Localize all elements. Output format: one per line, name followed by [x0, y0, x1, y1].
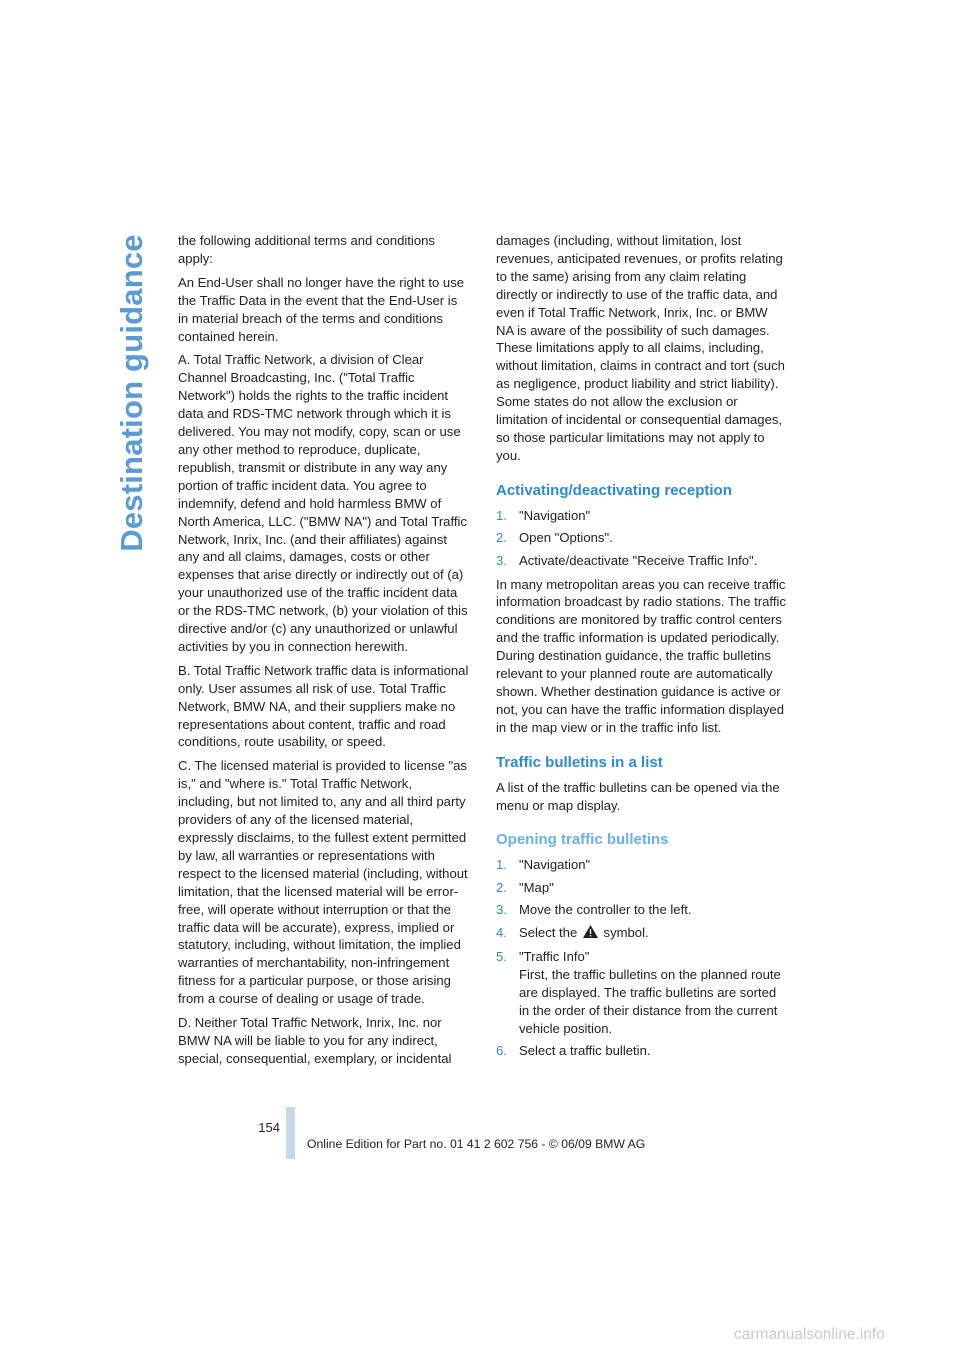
step-number: 1. [496, 507, 507, 523]
list-item [496, 948, 788, 1038]
right-column [496, 232, 788, 1066]
step-text: symbol. [603, 924, 649, 940]
step-text: Open "Options". [519, 530, 613, 546]
list-item [496, 924, 788, 944]
step-text: Select a traffic bulletin. [519, 1043, 651, 1059]
chapter-title-text: Destination guidance [114, 234, 149, 552]
steps-list-reception [496, 507, 788, 570]
page-number: 154 [258, 1120, 280, 1135]
watermark: carmanualsonline.info [734, 1326, 885, 1343]
step-text: "Traffic Info" [519, 949, 590, 965]
section-heading-reception: Activating/deactivating reception [496, 481, 732, 499]
list-item [496, 901, 788, 919]
list-item [496, 1042, 788, 1060]
step-number: 1. [496, 857, 507, 873]
step-number: 3. [496, 902, 507, 918]
list-item [496, 552, 788, 570]
paragraph: D. Neither Total Traffic Network, Inrix, Inc. nor BMW NA will be liable to you for any indirect, special, consequential, exemplary, or incidental [178, 1015, 452, 1066]
step-number: 4. [496, 924, 507, 940]
step-number: 2. [496, 879, 507, 895]
step-number: 5. [496, 949, 507, 965]
warning-triangle-icon [582, 924, 599, 944]
paragraph: damages (including, without limitation, lost revenues, anticipated revenues, or profits relating to the same) arising from any claim relating directly or indirectly to use of the traffic data, and even if Total Traffic Network, Inrix, Inc. or BMW NA is aware of the possibility of such damages. These limitations apply to all claims, including, without limitation, claims in contract and tort (such as negligence, product liability and strict liability). Some states do not allow the exclusion or limitation of incidental or consequential damages, so those particular limitations may not apply to you. [496, 233, 785, 463]
paragraph: A. Total Traffic Network, a division of Clear Channel Broadcasting, Inc. ("Total Traffic Network") holds the rights to the traffic incident data and RDS-TMC network through which it is delivered. You may not modify, copy, scan or use any other method to reproduce, duplicate, republish, transmit or distribute in any way any portion of traffic incident data. You agree to indemnify, defend and hold harmless BMW of North America, LLC. ("BMW NA") and Total Traffic Network, Inrix, Inc. (and their affiliates) against any and all claims, damages, costs or other expenses that arise directly or indirectly out of (a) your unauthorized use of the traffic incident data or the RDS-TMC network, (b) your violation of this directive and/or (c) any unauthorized or unlawful activities by you in connection herewith. [178, 352, 468, 654]
paragraph: In many metropolitan areas you can receive traffic information broadcast by radio stations. The traffic conditions are monitored by traffic control centers and the traffic information is updated periodically. [496, 576, 786, 646]
paragraph: A list of the traffic bulletins can be opened via the menu or map display. [496, 779, 780, 813]
step-text: Move the controller to the left. [519, 902, 692, 918]
list-item [496, 879, 788, 897]
step-text: Activate/deactivate "Receive Traffic Info". [519, 552, 758, 568]
footer-edition-text: Online Edition for Part no. 01 41 2 602 756 - © 06/09 BMW AG [307, 1137, 646, 1151]
step-number: 3. [496, 552, 507, 568]
list-item [496, 507, 788, 525]
step-text: "Navigation" [519, 507, 591, 523]
left-column [178, 232, 470, 1074]
chapter-side-title [112, 228, 152, 558]
paragraph: C. The licensed material is provided to license "as is," and "where is." Total Traffic Network, including, but not limited to, any and all third party providers of any of the licensed material, expressly disclaims, to the fullest extent permitted by law, all warranties or representations with respect to the licensed material (including, without limitation, that the licensed material will be error-free, will operate without interruption or that the traffic data will be accurate), express, implied or statutory, including, without limitation, the implied warranties of merchantability, non-infringement fitness for a particular purpose, or those arising from a course of dealing or usage of trade. [178, 758, 468, 1007]
paragraph: B. Total Traffic Network traffic data is informational only. User assumes all risk of use. Total Traffic Network, BMW NA, and their suppliers make no representations about content, traffic and road conditions, route usability, or speed. [178, 662, 469, 750]
paragraph: the following additional terms and conditions apply: [178, 233, 435, 266]
footer-accent-bar [286, 1107, 295, 1159]
list-item [496, 529, 788, 547]
subsection-heading-opening-bulletins: Opening traffic bulletins [496, 831, 669, 849]
step-number: 2. [496, 530, 507, 546]
step-text: "Navigation" [519, 857, 591, 873]
step-text: Select the [519, 924, 578, 940]
paragraph: During destination guidance, the traffic bulletins relevant to your planned route are automatically shown. Whether destination guidance is active or not, you can have the traffic information displayed in the map view or in the traffic info list. [496, 648, 784, 735]
step-text: "Map" [519, 879, 554, 895]
section-heading-bulletins-list: Traffic bulletins in a list [496, 753, 663, 771]
paragraph: An End-User shall no longer have the right to use the Traffic Data in the event that the End-User is in material breach of the terms and conditions contained herein. [178, 274, 465, 344]
list-item [496, 856, 788, 874]
step-number: 6. [496, 1043, 507, 1059]
step-detail: First, the traffic bulletins on the planned route are displayed. The traffic bulletins are sorted in the order of their distance from the current vehicle position. [519, 967, 781, 1036]
steps-list-opening [496, 856, 788, 1060]
